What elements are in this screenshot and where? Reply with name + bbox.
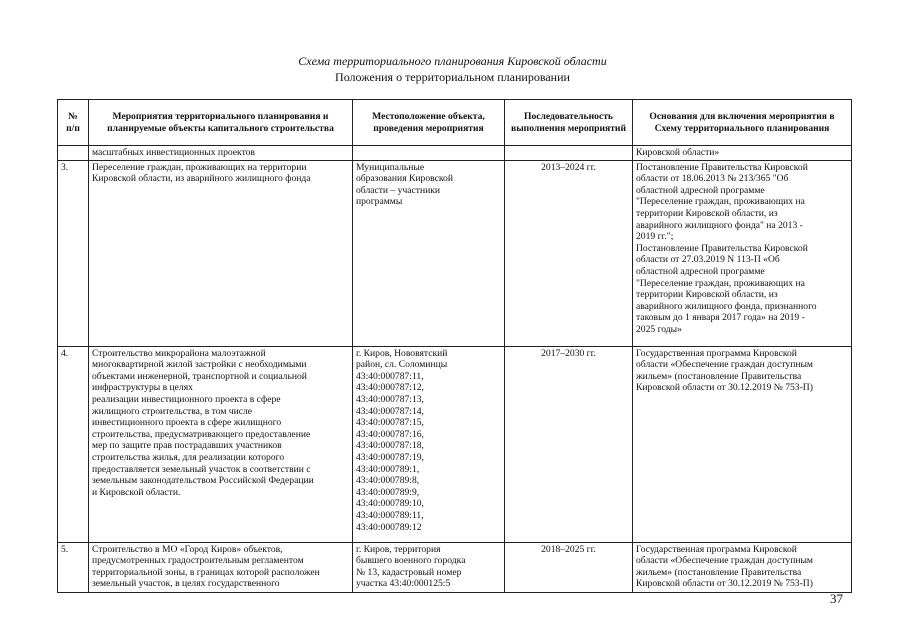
table-header-row bbox=[58, 100, 852, 146]
cell-measure: масштабных инвестиционных проектов bbox=[89, 146, 353, 161]
document-title: Схема территориального планирования Кировской области bbox=[298, 54, 607, 68]
column-header-measure: Мероприятия территориального планирования и планируемые объекты капитального строительства bbox=[89, 100, 353, 146]
cell-location: г. Киров, территория бывшего военного городка № 13, кадастровый номер участка 43:40:000125:5 bbox=[353, 542, 505, 592]
cell-num bbox=[58, 146, 89, 161]
cell-sequence: 2018–2025 гг. bbox=[505, 542, 633, 592]
column-header-location: Местоположение объекта, проведения мероприятия bbox=[353, 100, 505, 146]
cell-sequence: 2013–2024 гг. bbox=[505, 160, 633, 346]
cell-measure: Строительство в МО «Город Киров» объектов, предусмотренных градостроительным регламентом территориальной зоны, в границах которой расположен земельный участок, в целях государственного bbox=[89, 542, 353, 592]
cell-num: 5. bbox=[58, 542, 89, 592]
table-row-continuation bbox=[58, 146, 852, 161]
cell-basis: Государственная программа Кировской области «Обеспечение граждан доступным жильем» (постановление Правительства Кировской области от 30.12.2019 № 753-П) bbox=[633, 346, 852, 542]
cell-location: г. Киров, Нововятский район, сл. Соломинцы 43:40:000787:11, 43:40:000787:12, 43:40:000787:13, 43:40:000787:14, 43:40:000787:15, 43:40:000787:16, 43:40:000787:18, 43:40:000787:19, 43:40:000789:1, 43:40:000789:8, 43:40:000789:9, 43:40:000789:10, 43:40:000789:11, 43:40:000789:12 bbox=[353, 346, 505, 542]
table-row bbox=[58, 160, 852, 346]
cell-sequence bbox=[505, 146, 633, 161]
cell-num: 4. bbox=[58, 346, 89, 542]
cell-basis: Кировской области» bbox=[633, 146, 852, 161]
cell-location bbox=[353, 146, 505, 161]
cell-basis: Постановление Правительства Кировской области от 18.06.2013 № 213/365 "Об областной адресной программе "Переселение граждан, проживающих на территории Кировской области, из аварийного жилищного фонда" на 2013 - 2019 гг."; Постановление Правительства Кировской области от 27.03.2019 N 113-П «Об областной адресной программе "Переселение граждан, проживающих на территории Кировской области, из аварийного жилищного фонда, признанного таковым до 1 января 2017 года» на 2019 - 2025 годы» bbox=[633, 160, 852, 346]
planning-table bbox=[57, 99, 852, 593]
cell-sequence: 2017–2030 гг. bbox=[505, 346, 633, 542]
document-subtitle: Положения о территориальном планировании bbox=[335, 70, 570, 84]
page-number: 37 bbox=[830, 591, 843, 606]
cell-measure: Переселение граждан, проживающих на территории Кировской области, из аварийного жилищного фонда bbox=[89, 160, 353, 346]
column-header-sequence: Последовательность выполнения мероприятий bbox=[505, 100, 633, 146]
column-header-num: № п/п bbox=[58, 100, 89, 146]
cell-num: 3. bbox=[58, 160, 89, 346]
column-header-basis: Основания для включения мероприятия в Схему территориального планирования bbox=[633, 100, 852, 146]
table-row bbox=[58, 346, 852, 542]
table-row bbox=[58, 542, 852, 592]
cell-basis: Государственная программа Кировской области «Обеспечение граждан доступным жильем» (постановление Правительства Кировской области от 30.12.2019 № 753-П) bbox=[633, 542, 852, 592]
cell-location: Муниципальные образования Кировской области – участники программы bbox=[353, 160, 505, 346]
cell-measure: Строительство микрорайона малоэтажной многоквартирной жилой застройки с необходимыми объектами инженерной, транспортной и социальной инфраструктуры в целях реализации инвестиционного проекта в сфере жилищного строительства, в том числе инвестиционного проекта в сфере жилищного строительства, предусматривающего предоставление мер по защите прав пострадавших участников строительства жилья, для реализации которого предоставляется земельный участок в соответствии с земельным законодательством Российской Федерации и Кировской области. bbox=[89, 346, 353, 542]
